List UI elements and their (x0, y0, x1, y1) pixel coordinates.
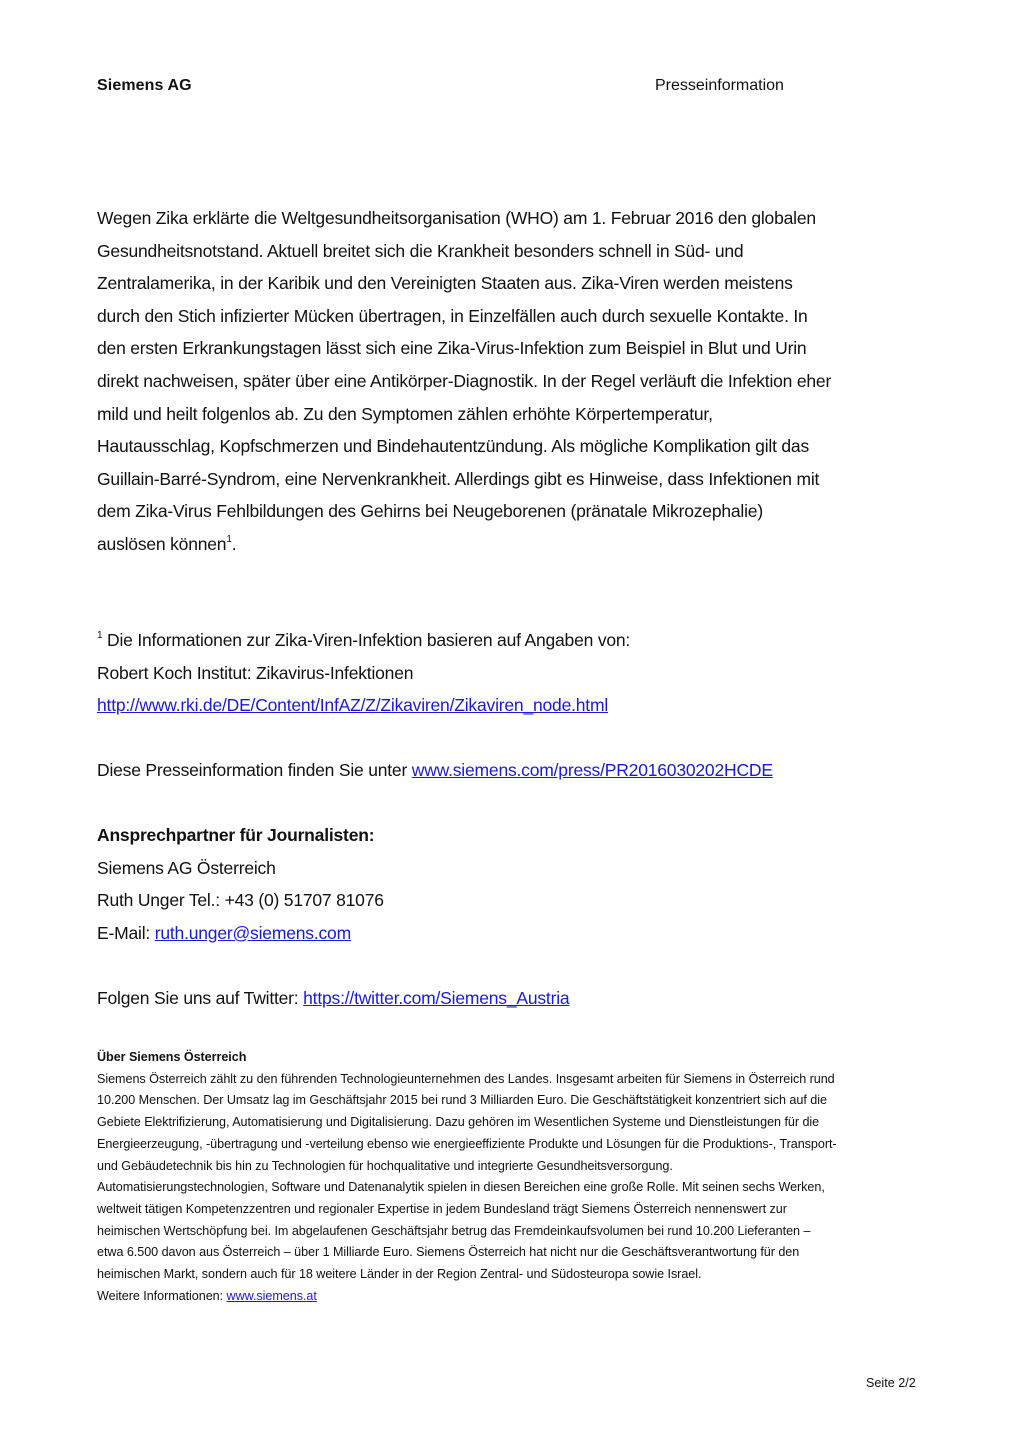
page-number: Seite 2/2 (866, 1376, 916, 1390)
contact-heading: Ansprechpartner für Journalisten: (97, 825, 375, 845)
footnote-marker: 1 (97, 630, 103, 641)
about-line: Siemens Österreich zählt zu den führenden Technologieunternehmen des Landes. Insgesamt arbeiten für Siemens in Österreich rund (97, 1071, 835, 1086)
about-line: Gebiete Elektrifizierung, Automatisierung und Digitalisierung. Dazu gehören im Wesentlichen Systeme und Dienstleistungen für die (97, 1115, 820, 1130)
company-name: Siemens AG (97, 77, 192, 94)
body-line: durch den Stich infizierter Mücken übertragen, in Einzelfällen auch durch sexuelle Kontakte. In (97, 305, 808, 326)
footnote-reference[interactable]: 1 (226, 533, 232, 545)
about-more-line (97, 1286, 927, 1308)
body-line: Gesundheitsnotstand. Aktuell breitet sich die Krankheit besonders schnell in Süd- und (97, 240, 744, 261)
body-line: Hautausschlag, Kopfschmerzen und Bindehautentzündung. Als mögliche Komplikation gilt das (97, 436, 810, 457)
about-siemens-block (97, 1047, 927, 1307)
body-line: Wegen Zika erklärte die Weltgesundheitsorganisation (WHO) am 1. Februar 2016 den globalen (97, 208, 816, 228)
body-line (97, 528, 927, 561)
body-line: dem Zika-Virus Fehlbildungen des Gehirns bei Neugeborenen (pränatale Mikrozephalie) (97, 501, 763, 522)
footnote-url-line (97, 689, 927, 722)
body-paragraph (97, 202, 927, 561)
email-label: E-Mail: (97, 922, 155, 943)
about-heading: Über Siemens Österreich (97, 1050, 247, 1064)
email-link[interactable]: ruth.unger@siemens.com (154, 922, 351, 943)
about-line: und Gebäudetechnik bis hin zu Technologien für hochqualitative und integrierte Gesundheitsversorgung. (97, 1158, 673, 1173)
contact-block (97, 819, 927, 949)
about-line: Energieerzeugung, -übertragung und -verteilung ebenso wie energieeffiziente Produkte und Lösungen für die Produktions-, Transport- (97, 1136, 837, 1151)
twitter-line (97, 982, 927, 1015)
body-last-line-text: auslösen können (97, 533, 227, 554)
about-line: weltweit tätigen Kompetenzzentren und regionaler Expertise in jedem Bundesland trägt Siemens Österreich nennenswert zur (97, 1201, 787, 1216)
footnote-text: Die Informationen zur Zika-Viren-Infektion basieren auf Angaben von: (102, 630, 631, 650)
contact-email-line (97, 917, 927, 950)
footnote-source: Robert Koch Institut: Zikavirus-Infektionen (97, 662, 414, 683)
about-line: etwa 6.500 davon aus Österreich – über 1 Milliarde Euro. Siemens Österreich hat nicht nur die Geschäftsverantwortung für den (97, 1245, 800, 1260)
body-line: direkt nachweisen, später über eine Antikörper-Diagnostik. In der Regel verläuft die Infektion eher (97, 370, 832, 391)
about-line: heimischen Markt, sondern auch für 18 weitere Länder in der Region Zentral- und Südosteuropa sowie Israel. (97, 1267, 702, 1282)
about-line: heimischen Wertschöpfung bei. Im abgelaufenen Geschäftsjahr betrug das Fremdeinkaufsvolumen bei rund 10.200 Lieferanten – (97, 1223, 811, 1238)
footnote-intro (97, 624, 927, 657)
body-line: Guillain-Barré-Syndrom, eine Nervenkrankheit. Allerdings gibt es Hinweise, dass Infektionen mit (97, 468, 820, 489)
press-reference-text: Diese Presseinformation finden Sie unter (97, 760, 412, 780)
twitter-link[interactable]: https://twitter.com/Siemens_Austria (303, 988, 570, 1008)
twitter-block (97, 982, 927, 1015)
press-reference (97, 754, 927, 787)
contact-person: Ruth Unger Tel.: +43 (0) 51707 81076 (97, 890, 384, 911)
document-type: Presseinformation (655, 77, 784, 94)
contact-organization: Siemens AG Österreich (97, 857, 276, 878)
rki-link[interactable]: http://www.rki.de/DE/Content/InfAZ/Z/Zikaviren/Zikaviren_node.html (97, 695, 609, 716)
body-line: Zentralamerika, in der Karibik und den Vereinigten Staaten aus. Zika-Viren werden meistens (97, 273, 793, 294)
twitter-text: Folgen Sie uns auf Twitter: (97, 988, 304, 1008)
about-line: 10.200 Menschen. Der Umsatz lag im Geschäftsjahr 2015 bei rund 3 Milliarden Euro. Die Geschäftstätigkeit konzentriert sich auf die (97, 1093, 827, 1108)
body-line: den ersten Erkrankungstagen lässt sich eine Zika-Virus-Infektion zum Beispiel in Blut und Urin (97, 338, 807, 359)
about-more-label: Weitere Informationen: (97, 1288, 227, 1303)
siemens-at-link[interactable]: www.siemens.at (226, 1288, 317, 1303)
footnote (97, 624, 927, 722)
press-reference-line (97, 754, 927, 787)
press-release-link[interactable]: www.siemens.com/press/PR2016030202HCDE (411, 760, 773, 780)
about-line: Automatisierungstechnologien, Software und Datenanalytik spielen in diesen Bereichen eine große Rolle. Mit seinen sechs Werken, (97, 1180, 825, 1195)
body-last-line-end: . (231, 533, 237, 554)
body-line: mild und heilt folgenlos ab. Zu den Symptomen zählen erhöhte Körpertemperatur, (97, 403, 713, 424)
